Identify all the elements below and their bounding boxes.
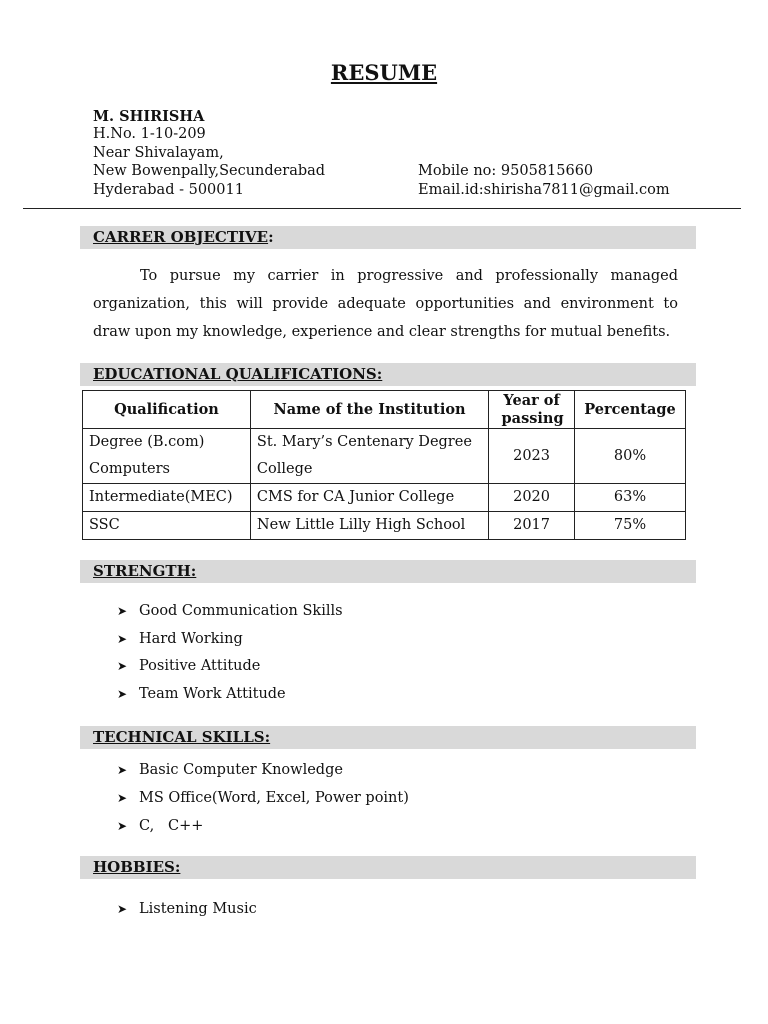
column-header: Qualification bbox=[83, 391, 251, 429]
list-item bbox=[117, 598, 343, 626]
list-item bbox=[117, 812, 409, 840]
list-item bbox=[117, 626, 343, 654]
education-table bbox=[82, 390, 686, 540]
column-header bbox=[489, 391, 575, 429]
arrowhead-bullet-icon: ➤ bbox=[117, 791, 128, 805]
list-item-text: MS Office(Word, Excel, Power point) bbox=[139, 790, 409, 806]
list-item bbox=[117, 784, 409, 812]
section-objective-heading bbox=[80, 226, 696, 249]
list-item-text: Team Work Attitude bbox=[139, 686, 286, 703]
address-line-2: Near Shivalayam, bbox=[93, 145, 224, 161]
arrowhead-bullet-icon: ➤ bbox=[117, 631, 128, 646]
qualification-line: Computers bbox=[89, 461, 170, 477]
year-header-text: Year of passing bbox=[501, 391, 564, 427]
qualification-cell bbox=[83, 429, 251, 484]
institution-cell: CMS for CA Junior College bbox=[250, 484, 488, 512]
arrowhead-bullet-icon: ➤ bbox=[117, 902, 128, 916]
technical-heading-text: TECHNICAL SKILLS: bbox=[93, 728, 271, 746]
institution-line: College bbox=[256, 461, 313, 477]
arrowhead-bullet-icon: ➤ bbox=[117, 819, 128, 833]
education-heading-text: EDUCATIONAL QUALIFICATIONS: bbox=[93, 365, 383, 383]
column-header: Percentage bbox=[575, 391, 686, 429]
arrowhead-bullet-icon: ➤ bbox=[117, 604, 128, 618]
qualification-cell: SSC bbox=[83, 512, 251, 540]
address-line-4: Hyderabad - 500011 bbox=[93, 182, 244, 198]
list-item-text: Positive Attitude bbox=[139, 658, 261, 675]
section-education-heading bbox=[80, 363, 696, 386]
percentage-cell: 80% bbox=[575, 429, 686, 484]
section-hobbies-heading bbox=[80, 856, 696, 879]
column-header: Name of the Institution bbox=[250, 391, 488, 429]
address-line-3: New Bowenpally,Secunderabad bbox=[93, 163, 326, 179]
table-row bbox=[83, 512, 686, 540]
list-item bbox=[117, 756, 409, 784]
list-item-text: Good Communication Skills bbox=[139, 603, 343, 619]
page-title: RESUME bbox=[330, 60, 438, 85]
hobbies-heading-text: HOBBIES: bbox=[93, 858, 181, 876]
year-cell: 2023 bbox=[489, 429, 575, 484]
percentage-cell: 63% bbox=[575, 484, 686, 512]
hobbies-list bbox=[117, 895, 257, 923]
strength-list bbox=[117, 598, 343, 709]
strength-heading-text: STRENGTH: bbox=[93, 562, 197, 580]
objective-text: To pursue my carrier in progressive and professionally managed organization, this will provide adequate opportunities and environment to draw upon my knowledge, experience and clear strengths for mutual benefits. bbox=[93, 268, 678, 340]
address-line-1: H.No. 1-10-209 bbox=[93, 126, 206, 142]
year-cell: 2020 bbox=[489, 484, 575, 512]
table-header-row bbox=[83, 391, 686, 429]
table-row bbox=[83, 429, 686, 484]
candidate-name: M. SHIRISHA bbox=[93, 108, 205, 125]
list-item bbox=[117, 681, 343, 709]
section-strength-heading bbox=[80, 560, 696, 583]
qualification-line: Degree (B.com) bbox=[89, 434, 205, 450]
list-item-text: Basic Computer Knowledge bbox=[139, 762, 343, 778]
institution-cell: New Little Lilly High School bbox=[250, 512, 488, 540]
table-row bbox=[83, 484, 686, 512]
list-item bbox=[117, 895, 257, 923]
percentage-cell: 75% bbox=[575, 512, 686, 540]
arrowhead-bullet-icon: ➤ bbox=[117, 763, 128, 777]
year-cell: 2017 bbox=[489, 512, 575, 540]
institution-line: St. Mary’s Centenary Degree bbox=[256, 434, 472, 450]
list-item-text: C, C++ bbox=[139, 818, 204, 834]
list-item-text: Hard Working bbox=[139, 630, 243, 647]
section-technical-heading bbox=[80, 726, 696, 749]
arrowhead-bullet-icon: ➤ bbox=[117, 687, 128, 702]
arrowhead-bullet-icon: ➤ bbox=[117, 659, 128, 674]
objective-heading-text: CARRER OBJECTIVE bbox=[93, 228, 269, 246]
technical-list bbox=[117, 756, 409, 840]
list-item bbox=[117, 653, 343, 681]
mobile-number: Mobile no: 9505815660 bbox=[418, 163, 594, 179]
email-address: Email.id:shirisha7811@gmail.com bbox=[418, 182, 670, 198]
list-item-text: Listening Music bbox=[139, 901, 257, 917]
objective-heading-colon: : bbox=[268, 228, 274, 246]
header-divider bbox=[23, 208, 741, 209]
institution-cell bbox=[250, 429, 488, 484]
qualification-cell: Intermediate(MEC) bbox=[83, 484, 251, 512]
